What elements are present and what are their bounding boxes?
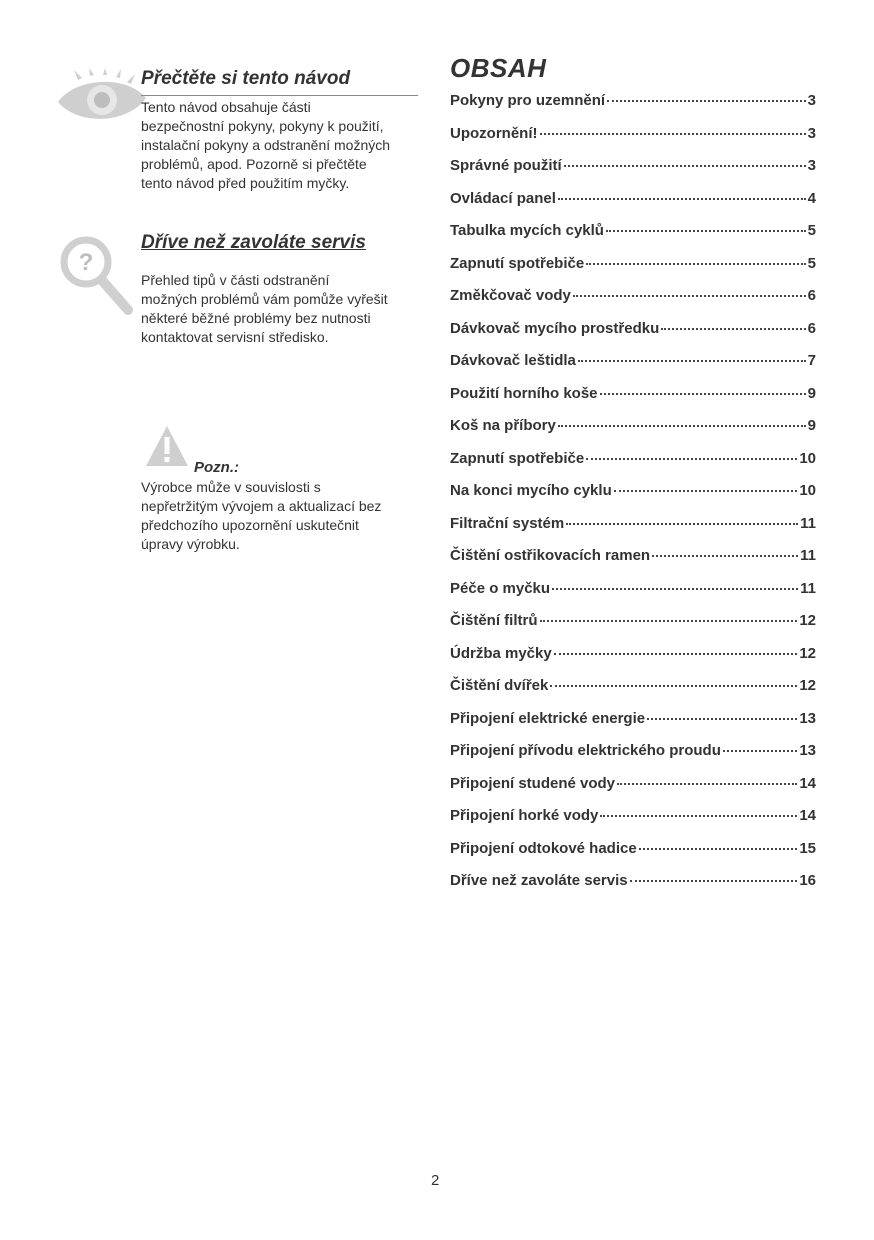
toc-entry-label: Tabulka mycích cyklů (450, 222, 604, 239)
toc-entry (450, 352, 816, 385)
toc-entry-page: 12 (799, 612, 816, 629)
toc-leader-dots (614, 489, 798, 492)
toc-entry-label: Zapnutí spotřebiče (450, 449, 585, 467)
toc-entry-label: Připojení přívodu elektrického proudu (450, 742, 721, 759)
toc-entry (450, 157, 816, 190)
toc-entry-label: Údržba myčky (450, 644, 552, 662)
toc-leader-dots (564, 164, 806, 167)
toc-entry-label: Ovládací panel (450, 189, 556, 207)
toc-leader-dots (578, 359, 806, 362)
read-manual-title: Přečtěte si tento návod (141, 68, 351, 89)
toc-entry (450, 775, 816, 808)
text-line: instalační pokyny a odstranění možných (141, 137, 391, 153)
toc-entry-page: 3 (807, 124, 816, 142)
toc-entry-page: 12 (799, 644, 816, 662)
toc-entry-page: 3 (807, 92, 816, 109)
toc-entry-page: 13 (799, 742, 816, 759)
svg-text:?: ? (78, 249, 94, 276)
toc-entry (450, 385, 816, 418)
service-text (141, 271, 426, 347)
text-line: možných problémů vám pomůže vyřešit (141, 291, 388, 307)
toc-entry (450, 482, 816, 515)
toc-entry-page: 5 (807, 222, 816, 239)
toc-leader-dots (540, 619, 798, 622)
toc-entry-label: Připojení elektrické energie (450, 709, 646, 727)
toc-leader-dots (586, 457, 797, 460)
toc-entry (450, 92, 816, 125)
toc-entry-page: 11 (800, 579, 816, 597)
toc-title: OBSAH (450, 53, 547, 83)
toc-entry-page: 9 (807, 384, 816, 402)
toc-entry-page: 14 (799, 774, 816, 792)
toc-entry-label: Připojení horké vody (450, 807, 599, 824)
toc-entry-page: 3 (807, 157, 816, 174)
toc-entry-label: Připojení odtokové hadice (450, 839, 637, 857)
toc-entry-label: Dříve než zavoláte servis (450, 872, 628, 889)
note-title: Pozn.: (194, 459, 239, 476)
toc-leader-dots (606, 229, 806, 232)
toc-leader-dots (586, 262, 805, 265)
text-line: úpravy výrobku. (141, 536, 240, 552)
text-line: předchozího upozornění uskutečnit (141, 517, 359, 533)
toc-entry (450, 742, 816, 775)
toc-entry-label: Koš na příbory (450, 417, 556, 434)
toc-entry (450, 222, 816, 255)
note-text (141, 478, 426, 554)
toc-entry-page: 7 (807, 352, 816, 369)
warning-icon (144, 424, 190, 468)
text-line: některé běžné problémy bez nutnosti (141, 310, 371, 326)
toc-entry-page: 6 (807, 287, 816, 304)
page-number: 2 (431, 1172, 440, 1189)
toc-entry-label: Péče o myčku (450, 579, 551, 597)
text-line: kontaktovat servisní středisko. (141, 329, 329, 345)
toc-entry-page: 11 (800, 547, 816, 564)
service-title: Dříve než zavoláte servis (141, 232, 366, 253)
toc-entry (450, 677, 816, 710)
text-line: Výrobce může v souvislosti s (141, 479, 321, 495)
toc-entry-label: Pokyny pro uzemnění (450, 92, 606, 109)
toc-entry-page: 9 (807, 417, 816, 434)
toc-entry (450, 807, 816, 840)
toc-leader-dots (661, 327, 805, 330)
toc-entry (450, 872, 816, 905)
magnifier-question-icon (60, 236, 136, 318)
toc-entry (450, 580, 816, 613)
toc-entry-label: Čištění filtrů (450, 612, 538, 629)
toc-leader-dots (647, 717, 797, 720)
toc-leader-dots (607, 99, 806, 102)
read-manual-text (141, 98, 426, 193)
toc-entry (450, 190, 816, 223)
title-rule (141, 95, 418, 96)
toc-entry (450, 840, 816, 873)
toc-leader-dots (550, 684, 797, 687)
toc-leader-dots (639, 847, 798, 850)
toc-entry (450, 320, 816, 353)
toc-entry (450, 547, 816, 580)
toc-entry-label: Čištění dvířek (450, 677, 549, 694)
toc-leader-dots (554, 652, 798, 655)
toc-entry-page: 12 (799, 677, 816, 694)
toc-leader-dots (573, 294, 806, 297)
toc-entry (450, 645, 816, 678)
toc-entry-label: Dávkovač leštidla (450, 352, 576, 369)
toc-entry-page: 6 (807, 319, 816, 337)
toc-leader-dots (558, 197, 806, 200)
toc-entry-page: 10 (799, 449, 816, 467)
toc-entry-page: 13 (799, 709, 816, 727)
toc-list (450, 92, 816, 905)
text-line: nepřetržitým vývojem a aktualizací bez (141, 498, 382, 514)
toc-leader-dots (558, 424, 806, 427)
toc-entry (450, 287, 816, 320)
text-line: Přehled tipů v části odstranění (141, 272, 330, 288)
toc-leader-dots (723, 749, 797, 752)
toc-entry-label: Připojení studené vody (450, 774, 616, 792)
toc-entry-label: Filtrační systém (450, 514, 565, 532)
toc-leader-dots (540, 132, 806, 135)
toc-entry-label: Použití horního koše (450, 384, 598, 402)
text-line: tento návod před použitím myčky. (141, 175, 350, 191)
toc-entry-page: 4 (807, 189, 816, 207)
toc-leader-dots (652, 554, 798, 557)
toc-entry-label: Na konci mycího cyklu (450, 482, 612, 499)
toc-leader-dots (566, 522, 798, 525)
toc-entry (450, 417, 816, 450)
toc-entry-label: Změkčovač vody (450, 287, 571, 304)
toc-entry-page: 11 (800, 514, 816, 532)
text-line: bezpečnostní pokyny, pokyny k použití, (141, 118, 384, 134)
toc-leader-dots (600, 814, 797, 817)
toc-entry-label: Dávkovač mycího prostředku (450, 319, 660, 337)
toc-leader-dots (630, 879, 798, 882)
toc-entry-page: 15 (799, 839, 816, 857)
text-line: Tento návod obsahuje části (141, 99, 311, 115)
toc-leader-dots (617, 782, 797, 785)
toc-entry-page: 14 (799, 807, 816, 824)
toc-entry-label: Správné použití (450, 157, 562, 174)
text-line: problémů, apod. Pozorně si přečtěte (141, 156, 367, 172)
toc-entry (450, 612, 816, 645)
toc-entry-page: 16 (799, 872, 816, 889)
toc-entry (450, 515, 816, 548)
toc-entry (450, 450, 816, 483)
toc-entry-label: Upozornění! (450, 124, 538, 142)
toc-entry (450, 125, 816, 158)
toc-entry-page: 5 (807, 254, 816, 272)
toc-entry (450, 255, 816, 288)
toc-leader-dots (552, 587, 798, 590)
toc-entry-page: 10 (799, 482, 816, 499)
eye-icon (56, 68, 148, 126)
toc-entry-label: Zapnutí spotřebiče (450, 254, 585, 272)
toc-entry-label: Čištění ostřikovacích ramen (450, 547, 651, 564)
toc-entry (450, 710, 816, 743)
toc-leader-dots (600, 392, 806, 395)
